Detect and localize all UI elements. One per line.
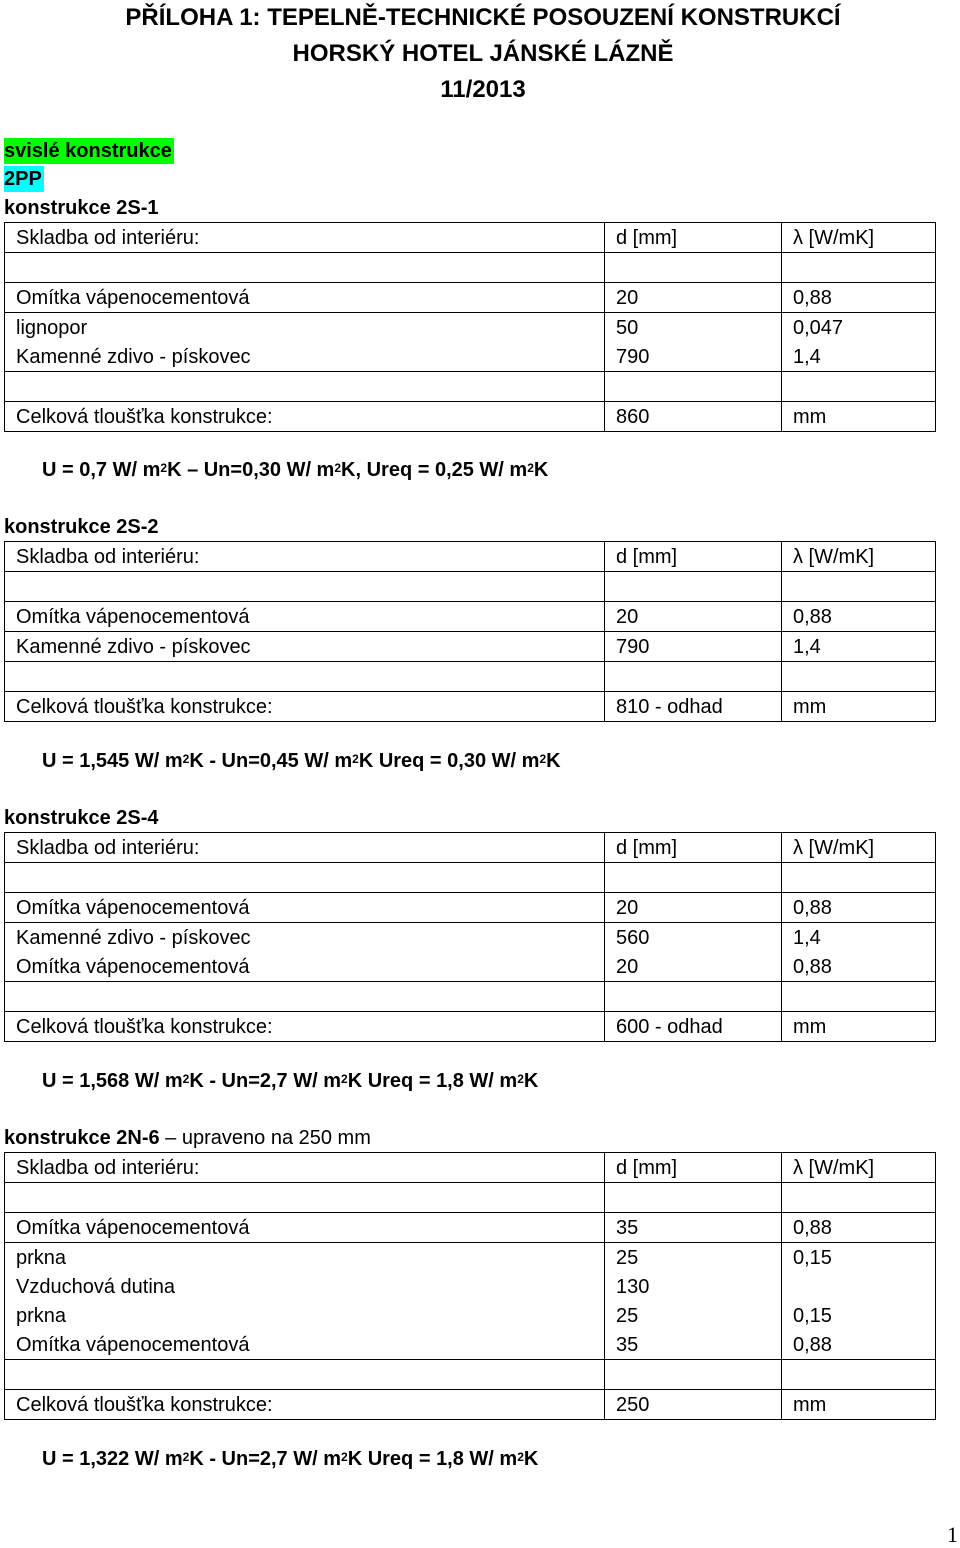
total-thickness: 860 xyxy=(605,402,782,432)
layer-row xyxy=(5,632,936,662)
blank-row xyxy=(5,982,936,1012)
blank-row xyxy=(5,572,936,602)
layer-lambda: 1,4 xyxy=(782,632,936,662)
layer-lambda: 0,15 xyxy=(782,1243,936,1273)
layer-name: Vzduchová dutina xyxy=(5,1272,605,1301)
u-value-line xyxy=(42,1446,538,1472)
layer-lambda: 0,88 xyxy=(782,283,936,313)
composition-table xyxy=(4,541,936,722)
layer-row xyxy=(5,1213,936,1243)
blank-cell xyxy=(782,572,936,602)
layer-name: Omítka vápenocementová xyxy=(5,1213,605,1243)
header-layer: Skladba od interiéru: xyxy=(5,223,605,253)
u-exponent: 2 xyxy=(352,752,359,766)
layer-lambda: 0,15 xyxy=(782,1301,936,1330)
u-exponent: 2 xyxy=(182,1450,190,1464)
u-value-line xyxy=(42,457,548,483)
total-unit: mm xyxy=(782,692,936,722)
layer-lambda: 0,047 xyxy=(782,313,936,343)
layer-thickness: 50 xyxy=(605,313,782,343)
construction-heading xyxy=(4,805,159,831)
blank-row xyxy=(5,1360,936,1390)
layer-thickness: 25 xyxy=(605,1243,782,1273)
table-header-row xyxy=(5,833,936,863)
header-thickness: d [mm] xyxy=(605,542,782,572)
total-unit: mm xyxy=(782,1012,936,1042)
layer-row xyxy=(5,1330,936,1360)
layer-row xyxy=(5,1243,936,1273)
blank-cell xyxy=(605,863,782,893)
layer-thickness: 130 xyxy=(605,1272,782,1301)
layer-name: prkna xyxy=(5,1301,605,1330)
header-thickness: d [mm] xyxy=(605,223,782,253)
layer-row xyxy=(5,283,936,313)
u-text: K Ureq = 1,8 W/ m xyxy=(347,1070,518,1092)
table-header-row xyxy=(5,223,936,253)
document-title-line2: HORSKÝ HOTEL JÁNSKÉ LÁZNĚ xyxy=(292,40,674,67)
u-exponent: 2 xyxy=(182,752,190,766)
u-exponent: 2 xyxy=(160,461,168,475)
layer-thickness: 20 xyxy=(605,952,782,982)
u-text: K, Ureq = 0,25 W/ m xyxy=(341,459,528,481)
layer-lambda: 1,4 xyxy=(782,923,936,953)
header-thickness: d [mm] xyxy=(605,1153,782,1183)
table-header-row xyxy=(5,1153,936,1183)
layer-thickness: 790 xyxy=(605,632,782,662)
u-value-line xyxy=(42,1068,538,1094)
total-row xyxy=(5,402,936,432)
total-label: Celková tloušťka konstrukce: xyxy=(5,1390,605,1420)
layer-thickness: 20 xyxy=(605,283,782,313)
layer-name: Omítka vápenocementová xyxy=(5,602,605,632)
layer-name: Omítka vápenocementová xyxy=(5,283,605,313)
total-row xyxy=(5,692,936,722)
header-lambda: λ [W/mK] xyxy=(782,833,936,863)
layer-lambda: 0,88 xyxy=(782,1213,936,1243)
construction-heading xyxy=(4,195,159,221)
layer-row xyxy=(5,893,936,923)
layer-row xyxy=(5,952,936,982)
header-layer: Skladba od interiéru: xyxy=(5,833,605,863)
total-label: Celková tloušťka konstrukce: xyxy=(5,402,605,432)
total-thickness: 600 - odhad xyxy=(605,1012,782,1042)
construction-code: konstrukce 2N-6 xyxy=(4,1127,160,1149)
u-text: K xyxy=(523,1070,539,1092)
page-number: 1 xyxy=(947,1522,958,1547)
blank-row xyxy=(5,372,936,402)
composition-table xyxy=(4,222,936,432)
blank-row xyxy=(5,662,936,692)
u-exponent: 2 xyxy=(527,461,534,475)
u-exponent: 2 xyxy=(341,1072,348,1086)
blank-cell xyxy=(5,572,605,602)
layer-thickness: 25 xyxy=(605,1301,782,1330)
total-label: Celková tloušťka konstrukce: xyxy=(5,692,605,722)
header-thickness: d [mm] xyxy=(605,833,782,863)
blank-cell xyxy=(782,253,936,283)
blank-cell xyxy=(782,372,936,402)
layer-thickness: 20 xyxy=(605,893,782,923)
total-unit: mm xyxy=(782,1390,936,1420)
layer-name: Omítka vápenocementová xyxy=(5,893,605,923)
blank-cell xyxy=(605,662,782,692)
layer-thickness: 20 xyxy=(605,602,782,632)
layer-row xyxy=(5,1301,936,1330)
blank-cell xyxy=(5,662,605,692)
layer-row xyxy=(5,342,936,372)
layer-lambda: 0,88 xyxy=(782,952,936,982)
u-exponent: 2 xyxy=(334,461,342,475)
total-unit: mm xyxy=(782,402,936,432)
layer-lambda: 0,88 xyxy=(782,1330,936,1360)
header-lambda: λ [W/mK] xyxy=(782,223,936,253)
layer-thickness: 35 xyxy=(605,1213,782,1243)
u-exponent: 2 xyxy=(517,1450,524,1464)
blank-cell xyxy=(605,1183,782,1213)
u-text: U = 1,322 W/ m xyxy=(42,1448,183,1470)
blank-row xyxy=(5,863,936,893)
blank-row xyxy=(5,253,936,283)
u-text: K xyxy=(546,750,561,772)
u-exponent: 2 xyxy=(182,1072,190,1086)
total-row xyxy=(5,1390,936,1420)
u-value-line xyxy=(42,748,561,774)
u-text: K - Un=2,7 W/ m xyxy=(189,1448,342,1470)
blank-cell xyxy=(605,1360,782,1390)
layer-name: Kamenné zdivo - pískovec xyxy=(5,923,605,953)
u-text: K xyxy=(533,459,549,481)
layer-name: Omítka vápenocementová xyxy=(5,952,605,982)
blank-cell xyxy=(5,1183,605,1213)
header-lambda: λ [W/mK] xyxy=(782,1153,936,1183)
floor-tag: 2PP xyxy=(4,168,42,190)
u-text: U = 0,7 W/ m xyxy=(42,459,161,481)
u-text: K xyxy=(523,1448,539,1470)
blank-cell xyxy=(5,982,605,1012)
vertical-constructions-tag: svislé konstrukce xyxy=(4,140,172,162)
document-title-line3: 11/2013 xyxy=(440,76,526,103)
u-text: K - Un=2,7 W/ m xyxy=(189,1070,342,1092)
layer-lambda: 0,88 xyxy=(782,893,936,923)
construction-code: konstrukce 2S-2 xyxy=(4,516,159,538)
layer-row xyxy=(5,602,936,632)
layer-name: prkna xyxy=(5,1243,605,1273)
blank-cell xyxy=(5,253,605,283)
blank-cell xyxy=(782,1183,936,1213)
u-text: U = 1,568 W/ m xyxy=(42,1070,183,1092)
blank-cell xyxy=(5,1360,605,1390)
total-thickness: 810 - odhad xyxy=(605,692,782,722)
header-layer: Skladba od interiéru: xyxy=(5,1153,605,1183)
blank-cell xyxy=(782,1360,936,1390)
u-text: K Ureq = 1,8 W/ m xyxy=(347,1448,518,1470)
u-text: K Ureq = 0,30 W/ m xyxy=(358,750,540,772)
u-exponent: 2 xyxy=(517,1072,524,1086)
total-label: Celková tloušťka konstrukce: xyxy=(5,1012,605,1042)
layer-row xyxy=(5,1272,936,1301)
layer-row xyxy=(5,313,936,343)
blank-cell xyxy=(782,982,936,1012)
construction-code: konstrukce 2S-4 xyxy=(4,807,159,829)
blank-cell xyxy=(605,253,782,283)
layer-name: Kamenné zdivo - pískovec xyxy=(5,342,605,372)
document-title-line1: PŘÍLOHA 1: TEPELNĚ-TECHNICKÉ POSOUZENÍ KONSTRUKCÍ xyxy=(125,4,841,31)
u-text: K – Un=0,30 W/ m xyxy=(167,459,335,481)
construction-heading xyxy=(4,514,159,540)
header-layer: Skladba od interiéru: xyxy=(5,542,605,572)
blank-cell xyxy=(605,372,782,402)
blank-cell xyxy=(605,572,782,602)
u-text: K - Un=0,45 W/ m xyxy=(189,750,353,772)
total-row xyxy=(5,1012,936,1042)
composition-table xyxy=(4,832,936,1042)
total-thickness: 250 xyxy=(605,1390,782,1420)
construction-heading xyxy=(4,1125,371,1151)
header-lambda: λ [W/mK] xyxy=(782,542,936,572)
layer-thickness: 790 xyxy=(605,342,782,372)
blank-cell xyxy=(5,863,605,893)
layer-name: Omítka vápenocementová xyxy=(5,1330,605,1360)
layer-lambda xyxy=(782,1272,936,1301)
layer-lambda: 0,88 xyxy=(782,602,936,632)
u-text: U = 1,545 W/ m xyxy=(42,750,183,772)
layer-thickness: 560 xyxy=(605,923,782,953)
layer-row xyxy=(5,923,936,953)
construction-note: – upraveno na 250 mm xyxy=(159,1127,371,1149)
composition-table xyxy=(4,1152,936,1420)
blank-cell xyxy=(782,863,936,893)
blank-cell xyxy=(605,982,782,1012)
layer-name: lignopor xyxy=(5,313,605,343)
layer-lambda: 1,4 xyxy=(782,342,936,372)
blank-cell xyxy=(5,372,605,402)
blank-cell xyxy=(782,662,936,692)
construction-code: konstrukce 2S-1 xyxy=(4,197,159,219)
layer-thickness: 35 xyxy=(605,1330,782,1360)
blank-row xyxy=(5,1183,936,1213)
layer-name: Kamenné zdivo - pískovec xyxy=(5,632,605,662)
u-exponent: 2 xyxy=(341,1450,348,1464)
u-exponent: 2 xyxy=(539,752,547,766)
table-header-row xyxy=(5,542,936,572)
